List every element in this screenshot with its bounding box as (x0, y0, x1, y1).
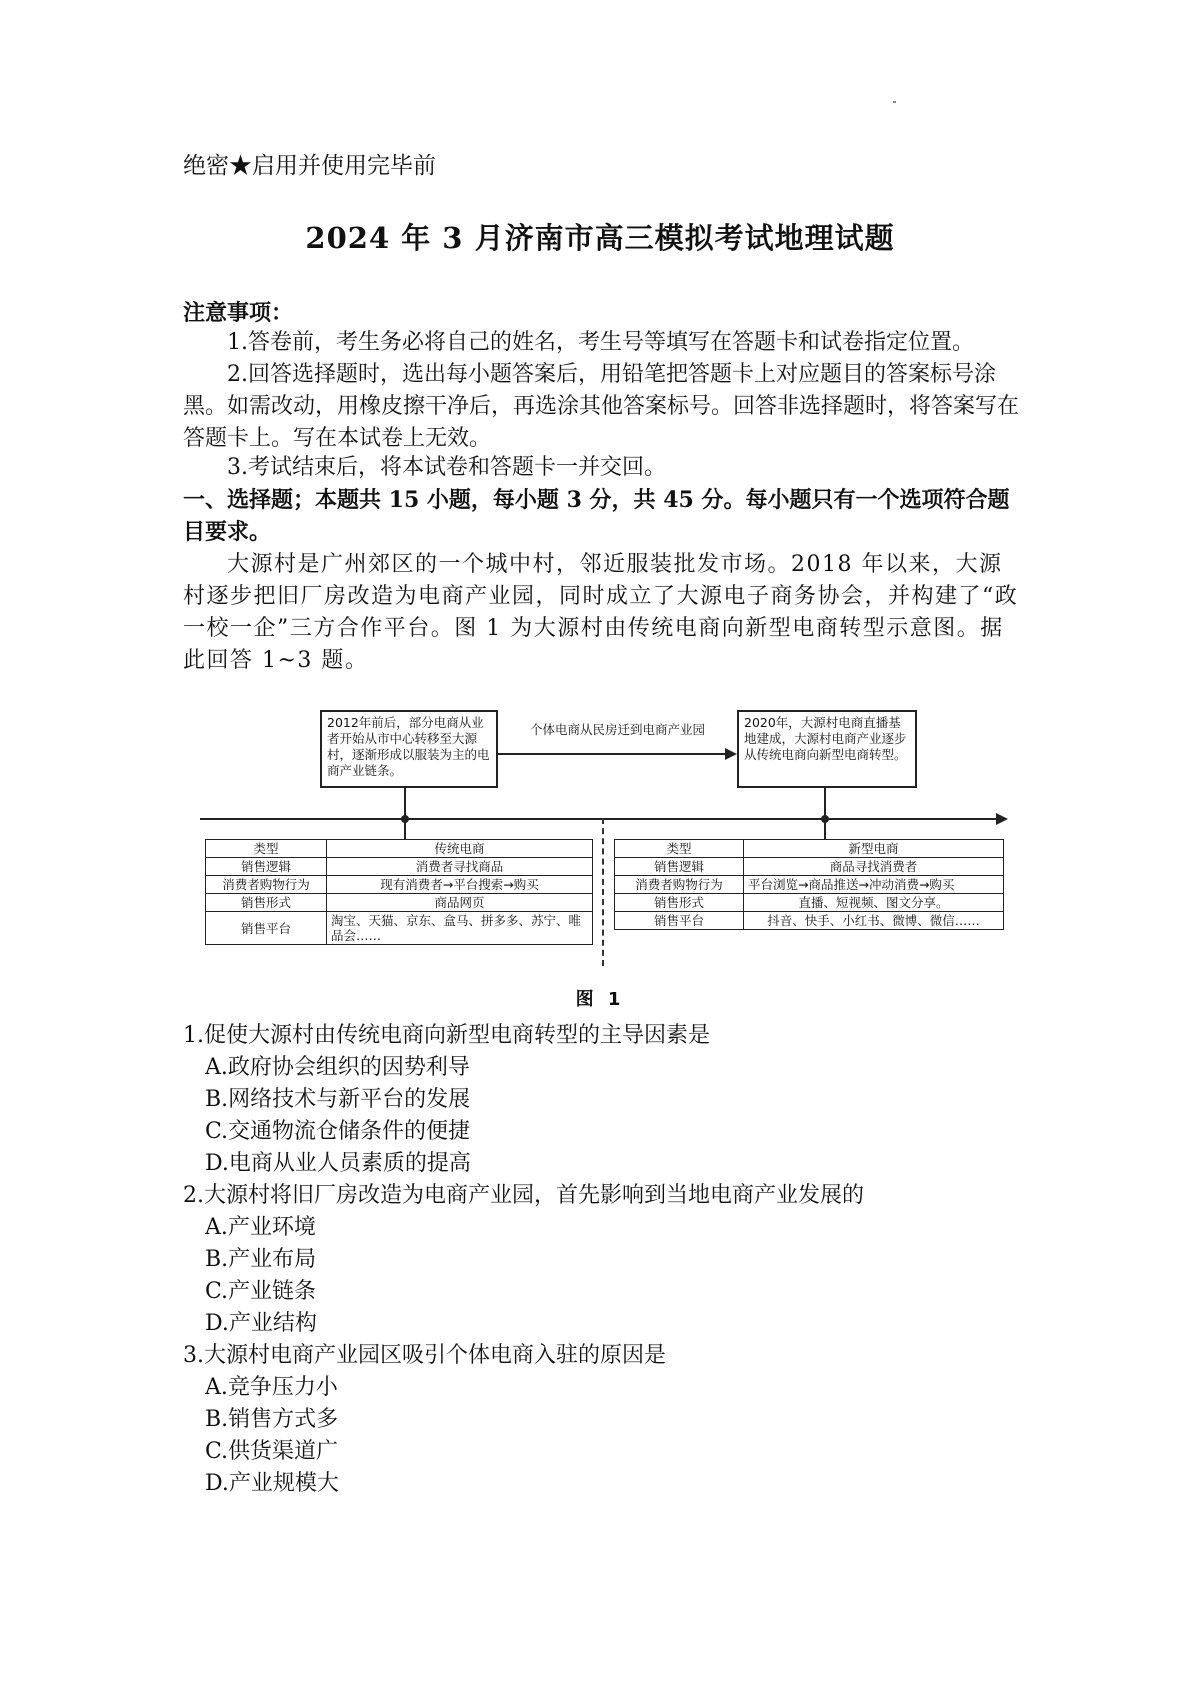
question-2-option-b: B.产业布局 (205, 1247, 317, 1272)
notice-item-1: 1.答卷前，考生务必将自己的姓名，考生号等填写在答题卡和试卷指定位置。 (227, 330, 974, 355)
table-cell: 平台浏览→商品推送→冲动消费→购买 (744, 876, 1004, 894)
connector-right-lower (824, 820, 826, 839)
table-row (615, 876, 1004, 894)
new-ecommerce-table (614, 839, 1004, 930)
notice-item-3: 3.考试结束后，将本试卷和答题卡一并交回。 (227, 455, 666, 480)
question-1-option-d: D.电商从业人员素质的提高 (205, 1151, 471, 1176)
connector-left-lower (404, 820, 406, 839)
table-row (206, 912, 593, 945)
table-header: 类型 (206, 840, 327, 858)
table-header: 类型 (615, 840, 744, 858)
table-row (206, 876, 593, 894)
timeline-arrowhead-icon (996, 813, 1008, 825)
table-cell: 淘宝、天猫、京东、盒马、拼多多、苏宁、唯品会…… (327, 912, 593, 945)
table-cell: 商品网页 (327, 894, 593, 912)
timeline-arrow-label: 个体电商从民房迁到电商产业园 (529, 722, 705, 737)
question-1-option-c: C.交通物流仓储条件的便捷 (205, 1119, 471, 1144)
notice-item-2: 2.回答选择题时，选出每小题答案后，用铅笔把答题卡上对应题目的答案标号涂黑。如需改动，用橡皮擦干净后，再选涂其他答案标号。回答非选择题时，将答案写在答题卡上。写在本试卷上无效。 (183, 362, 1020, 451)
figure-caption: 图 1 (575, 989, 625, 1010)
table-row (615, 912, 1004, 930)
table-header: 新型电商 (744, 840, 1004, 858)
table-cell: 现有消费者→平台搜索→购买 (327, 876, 593, 894)
scan-speck (893, 101, 896, 103)
table-row (615, 894, 1004, 912)
timeline-axis (200, 818, 996, 820)
table-cell: 消费者购物行为 (615, 876, 744, 894)
question-1-option-b: B.网络技术与新平台的发展 (205, 1087, 471, 1112)
traditional-ecommerce-table (205, 839, 593, 945)
table-cell: 销售形式 (206, 894, 327, 912)
question-3-stem: 3.大源村电商产业园区吸引个体电商入驻的原因是 (183, 1343, 666, 1368)
question-2-stem: 2.大源村将旧厂房改造为电商产业园，首先影响到当地电商产业发展的 (183, 1183, 864, 1208)
table-cell: 销售形式 (615, 894, 744, 912)
question-3-option-a: A.竞争压力小 (205, 1375, 338, 1400)
table-cell: 销售逻辑 (615, 858, 744, 876)
section-heading: 一、选择题；本题共 15 小题，每小题 3 分，共 45 分。每小题只有一个选项符合题目要求。 (183, 487, 1010, 545)
table-cell: 销售平台 (206, 912, 327, 945)
table-row (206, 858, 593, 876)
question-1-stem: 1.促使大源村由传统电商向新型电商转型的主导因素是 (183, 1023, 710, 1048)
question-3-option-b: B.销售方式多 (205, 1407, 339, 1432)
figure-1 (200, 706, 1008, 966)
table-header: 传统电商 (327, 840, 593, 858)
arrowhead-icon (725, 748, 737, 760)
table-cell: 消费者寻找商品 (327, 858, 593, 876)
table-cell: 直播、短视频、图文分享。 (744, 894, 1004, 912)
question-2-option-d: D.产业结构 (205, 1311, 317, 1336)
question-2-option-a: A.产业环境 (205, 1215, 316, 1240)
notice-heading: 注意事项： (183, 300, 294, 326)
timeline-box-2020: 2020年，大源村电商直播基地建成，大源村电商产业逐步从传统电商向新型电商转型。 (737, 710, 917, 788)
secret-mark: 绝密★启用并使用完毕前 (183, 153, 436, 179)
table-cell: 消费者购物行为 (206, 876, 327, 894)
table-row (206, 840, 593, 858)
table-cell: 抖音、快手、小红书、微博、微信…… (744, 912, 1004, 930)
passage-text: 大源村是广州郊区的一个城中村，邻近服装批发市场。2018 年以来，大源村逐步把旧厂房改造为电商产业园，同时成立了大源电子商务协会，并构建了“政一校一企”三方合作平台。图 1 为大源村由传统电商向新型电商转型示意图。据此回答 1~3 题。 (183, 552, 1019, 673)
table-row (615, 858, 1004, 876)
connector-right (824, 788, 826, 818)
question-1-option-a: A.政府协会组织的因势利导 (205, 1055, 470, 1080)
table-cell: 销售逻辑 (206, 858, 327, 876)
question-3-option-c: C.供货渠道广 (205, 1439, 339, 1464)
timeline-upper-arrow-line (498, 753, 725, 755)
timeline-box-2012: 2012年前后，部分电商从业者开始从市中心转移至大源村，逐渐形成以服装为主的电商产业链条。 (320, 710, 498, 788)
exam-title: 2024 年 3 月济南市高三模拟考试地理试题 (305, 221, 895, 255)
table-row (615, 840, 1004, 858)
table-cell: 销售平台 (615, 912, 744, 930)
question-3-option-d: D.产业规模大 (205, 1471, 339, 1496)
divider-dashed (602, 818, 604, 966)
table-cell: 商品寻找消费者 (744, 858, 1004, 876)
table-row (206, 894, 593, 912)
question-2-option-c: C.产业链条 (205, 1279, 317, 1304)
connector-left (404, 788, 406, 818)
